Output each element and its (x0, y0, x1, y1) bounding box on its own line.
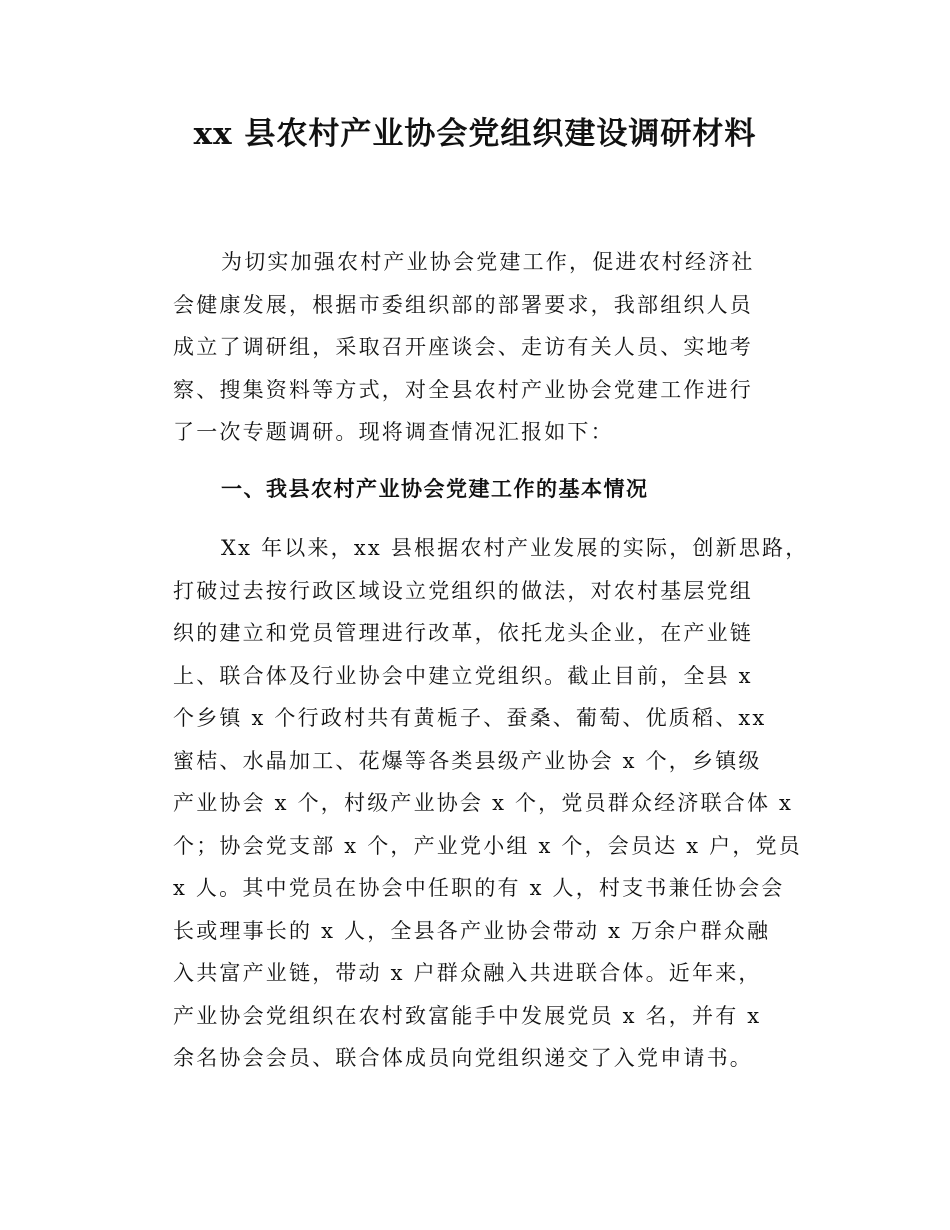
text-line: 织的建立和党员管理进行改革，依托龙头企业，在产业链 (173, 621, 753, 645)
section-paragraph (173, 527, 813, 1080)
text-line: Xx 年以来，xx 县根据农村产业发展的实际，创新思路， (221, 536, 809, 560)
text-line: 上、联合体及行业协会中建立党组织。截止目前，全县 x (173, 663, 753, 688)
text-line: 了一次专题调研。现将调查情况汇报如下： (173, 420, 614, 444)
text-line: 蜜桔、水晶加工、花爆等各类县级产业协会 x 个，乡镇级 (173, 748, 762, 773)
text-line: 长或理事长的 x 人，全县各产业协会带动 x 万余户群众融 (173, 918, 771, 943)
text-line: 余名协会会员、联合体成员向党组织递交了入党申请书。 (173, 1046, 753, 1070)
text-line: 察、搜集资料等方式，对全县农村产业协会党建工作进行 (173, 377, 753, 402)
section-heading: 一、我县农村产业协会党建工作的基本情况 (221, 477, 649, 501)
text-line: x 人。其中党员在协会中任职的有 x 人，村支书兼任协会会 (173, 876, 785, 900)
text-line: 成立了调研组，采取召开座谈会、走访有关人员、实地考 (173, 335, 753, 359)
text-line: 产业协会 x 个，村级产业协会 x 个，党员群众经济联合体 x (173, 791, 794, 815)
text-line: 会健康发展，根据市委组织部的部署要求，我部组织人员 (173, 292, 753, 317)
text-line: 打破过去按行政区域设立党组织的做法，对农村基层党组 (173, 578, 753, 603)
text-line: 为切实加强农村产业协会党建工作，促进农村经济社 (221, 250, 755, 274)
text-line: 产业协会党组织在农村致富能手中发展党员 x 名，并有 x (173, 1003, 762, 1028)
text-line: 入共富产业链，带动 x 户群众融入共进联合体。近年来， (173, 961, 762, 985)
document-title: xx 县农村产业协会党组织建设调研材料 (193, 116, 757, 152)
intro-paragraph (173, 241, 813, 454)
text-line: 个；协会党支部 x 个，产业党小组 x 个，会员达 x 户，党员 (173, 833, 802, 858)
text-line: 个乡镇 x 个行政村共有黄栀子、蚕桑、葡萄、优质稻、xx (173, 706, 767, 730)
